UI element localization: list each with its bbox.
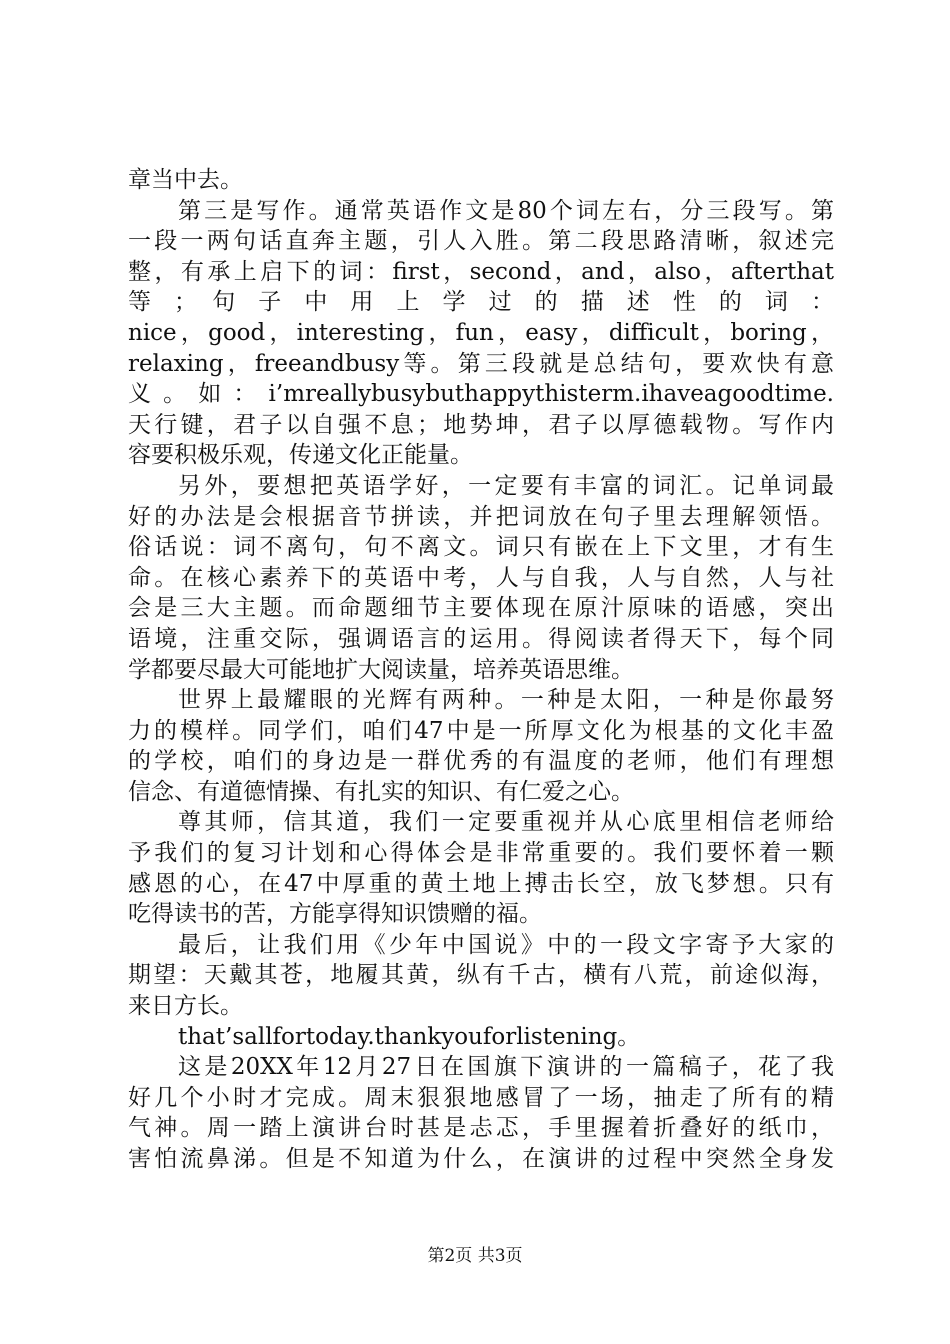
text-line: 会是三大主题。而命题细节主要体现在原汁原味的语感，突出 <box>128 595 834 622</box>
text-line: 第三是写作。通常英语作文是80个词左右，分三段写。第 <box>178 197 834 224</box>
text-line: 这是20XX年12月27日在国旗下演讲的一篇稿子，花了我 <box>178 1054 834 1081</box>
text-line: relaxing，freeandbusy等。第三段就是总结句，要欢快有意 <box>128 350 834 377</box>
text-line: 学都要尽最大可能地扩大阅读量，培养英语思维。 <box>128 656 634 683</box>
text-line: 世界上最耀眼的光辉有两种。一种是太阳，一种是你最努 <box>178 687 834 714</box>
text-line: 吃得读书的苦，方能享得知识馈赠的福。 <box>128 901 542 928</box>
text-line: 命。在核心素养下的英语中考，人与自我，人与自然，人与社 <box>128 564 834 591</box>
text-line: 另外，要想把英语学好，一定要有丰富的词汇。记单词最 <box>178 472 834 499</box>
text-line: 力的模样。同学们，咱们47中是一所厚文化为根基的文化丰盈 <box>128 717 834 744</box>
text-line: 予我们的复习计划和心得体会是非常重要的。我们要怀着一颗 <box>128 840 834 867</box>
text-line: 天行键，君子以自强不息；地势坤，君子以厚德载物。写作内 <box>128 411 834 438</box>
text-line: 整，有承上启下的词：first，second，and，also，afterthat <box>128 258 834 285</box>
text-line: 的学校，咱们的身边是一群优秀的有温度的老师，他们有理想 <box>128 748 834 775</box>
text-line: 期望：天戴其苍，地履其黄，纵有千古，横有八荒，前途似海， <box>128 962 834 989</box>
text-line: 好的办法是会根据音节拼读，并把词放在句子里去理解领悟。 <box>128 503 834 530</box>
text-line: 信念、有道德情操、有扎实的知识、有仁爱之心。 <box>128 778 634 805</box>
text-line: 来日方长。 <box>128 993 243 1020</box>
text-line: 好几个小时才完成。周末狠狠地感冒了一场，抽走了所有的精 <box>128 1084 834 1111</box>
text-line: 气神。周一踏上演讲台时甚是忐忑，手里握着折叠好的纸巾， <box>128 1115 834 1142</box>
text-line: 章当中去。 <box>128 167 243 193</box>
text-line: 最后，让我们用《少年中国说》中的一段文字寄予大家的 <box>178 931 834 958</box>
text-line: 义 。 如 ： i’mreallybusybuthappythisterm.ihaveagoodtime. <box>128 381 834 408</box>
page-footer: 第2页 共3页 <box>427 1246 523 1266</box>
text-line: 感恩的心，在47中厚重的黄土地上搏击长空，放飞梦想。只有 <box>128 870 834 897</box>
text-line: 俗话说：词不离句，句不离文。词只有嵌在上下文里，才有生 <box>128 534 834 561</box>
text-line: 害怕流鼻涕。但是不知道为什么，在演讲的过程中突然全身发 <box>128 1146 834 1172</box>
text-line: 语境，注重交际，强调语言的运用。得阅读者得天下，每个同 <box>128 625 834 652</box>
text-line: that’sallfortoday.thankyouforlistening。 <box>178 1023 641 1050</box>
body-text <box>128 165 834 1175</box>
text-line: 尊其师，信其道，我们一定要重视并从心底里相信老师给 <box>178 809 834 836</box>
text-line: nice，good，interesting，fun，easy，difficult，boring， <box>128 319 834 346</box>
text-line: 容要积极乐观，传递文化正能量。 <box>128 442 473 469</box>
text-line: 一段一两句话直奔主题，引人入胜。第二段思路清晰，叙述完 <box>128 228 834 255</box>
text-line: 等 ； 句 子 中 用 上 学 过 的 描 述 性 的 词 ： <box>128 289 834 316</box>
